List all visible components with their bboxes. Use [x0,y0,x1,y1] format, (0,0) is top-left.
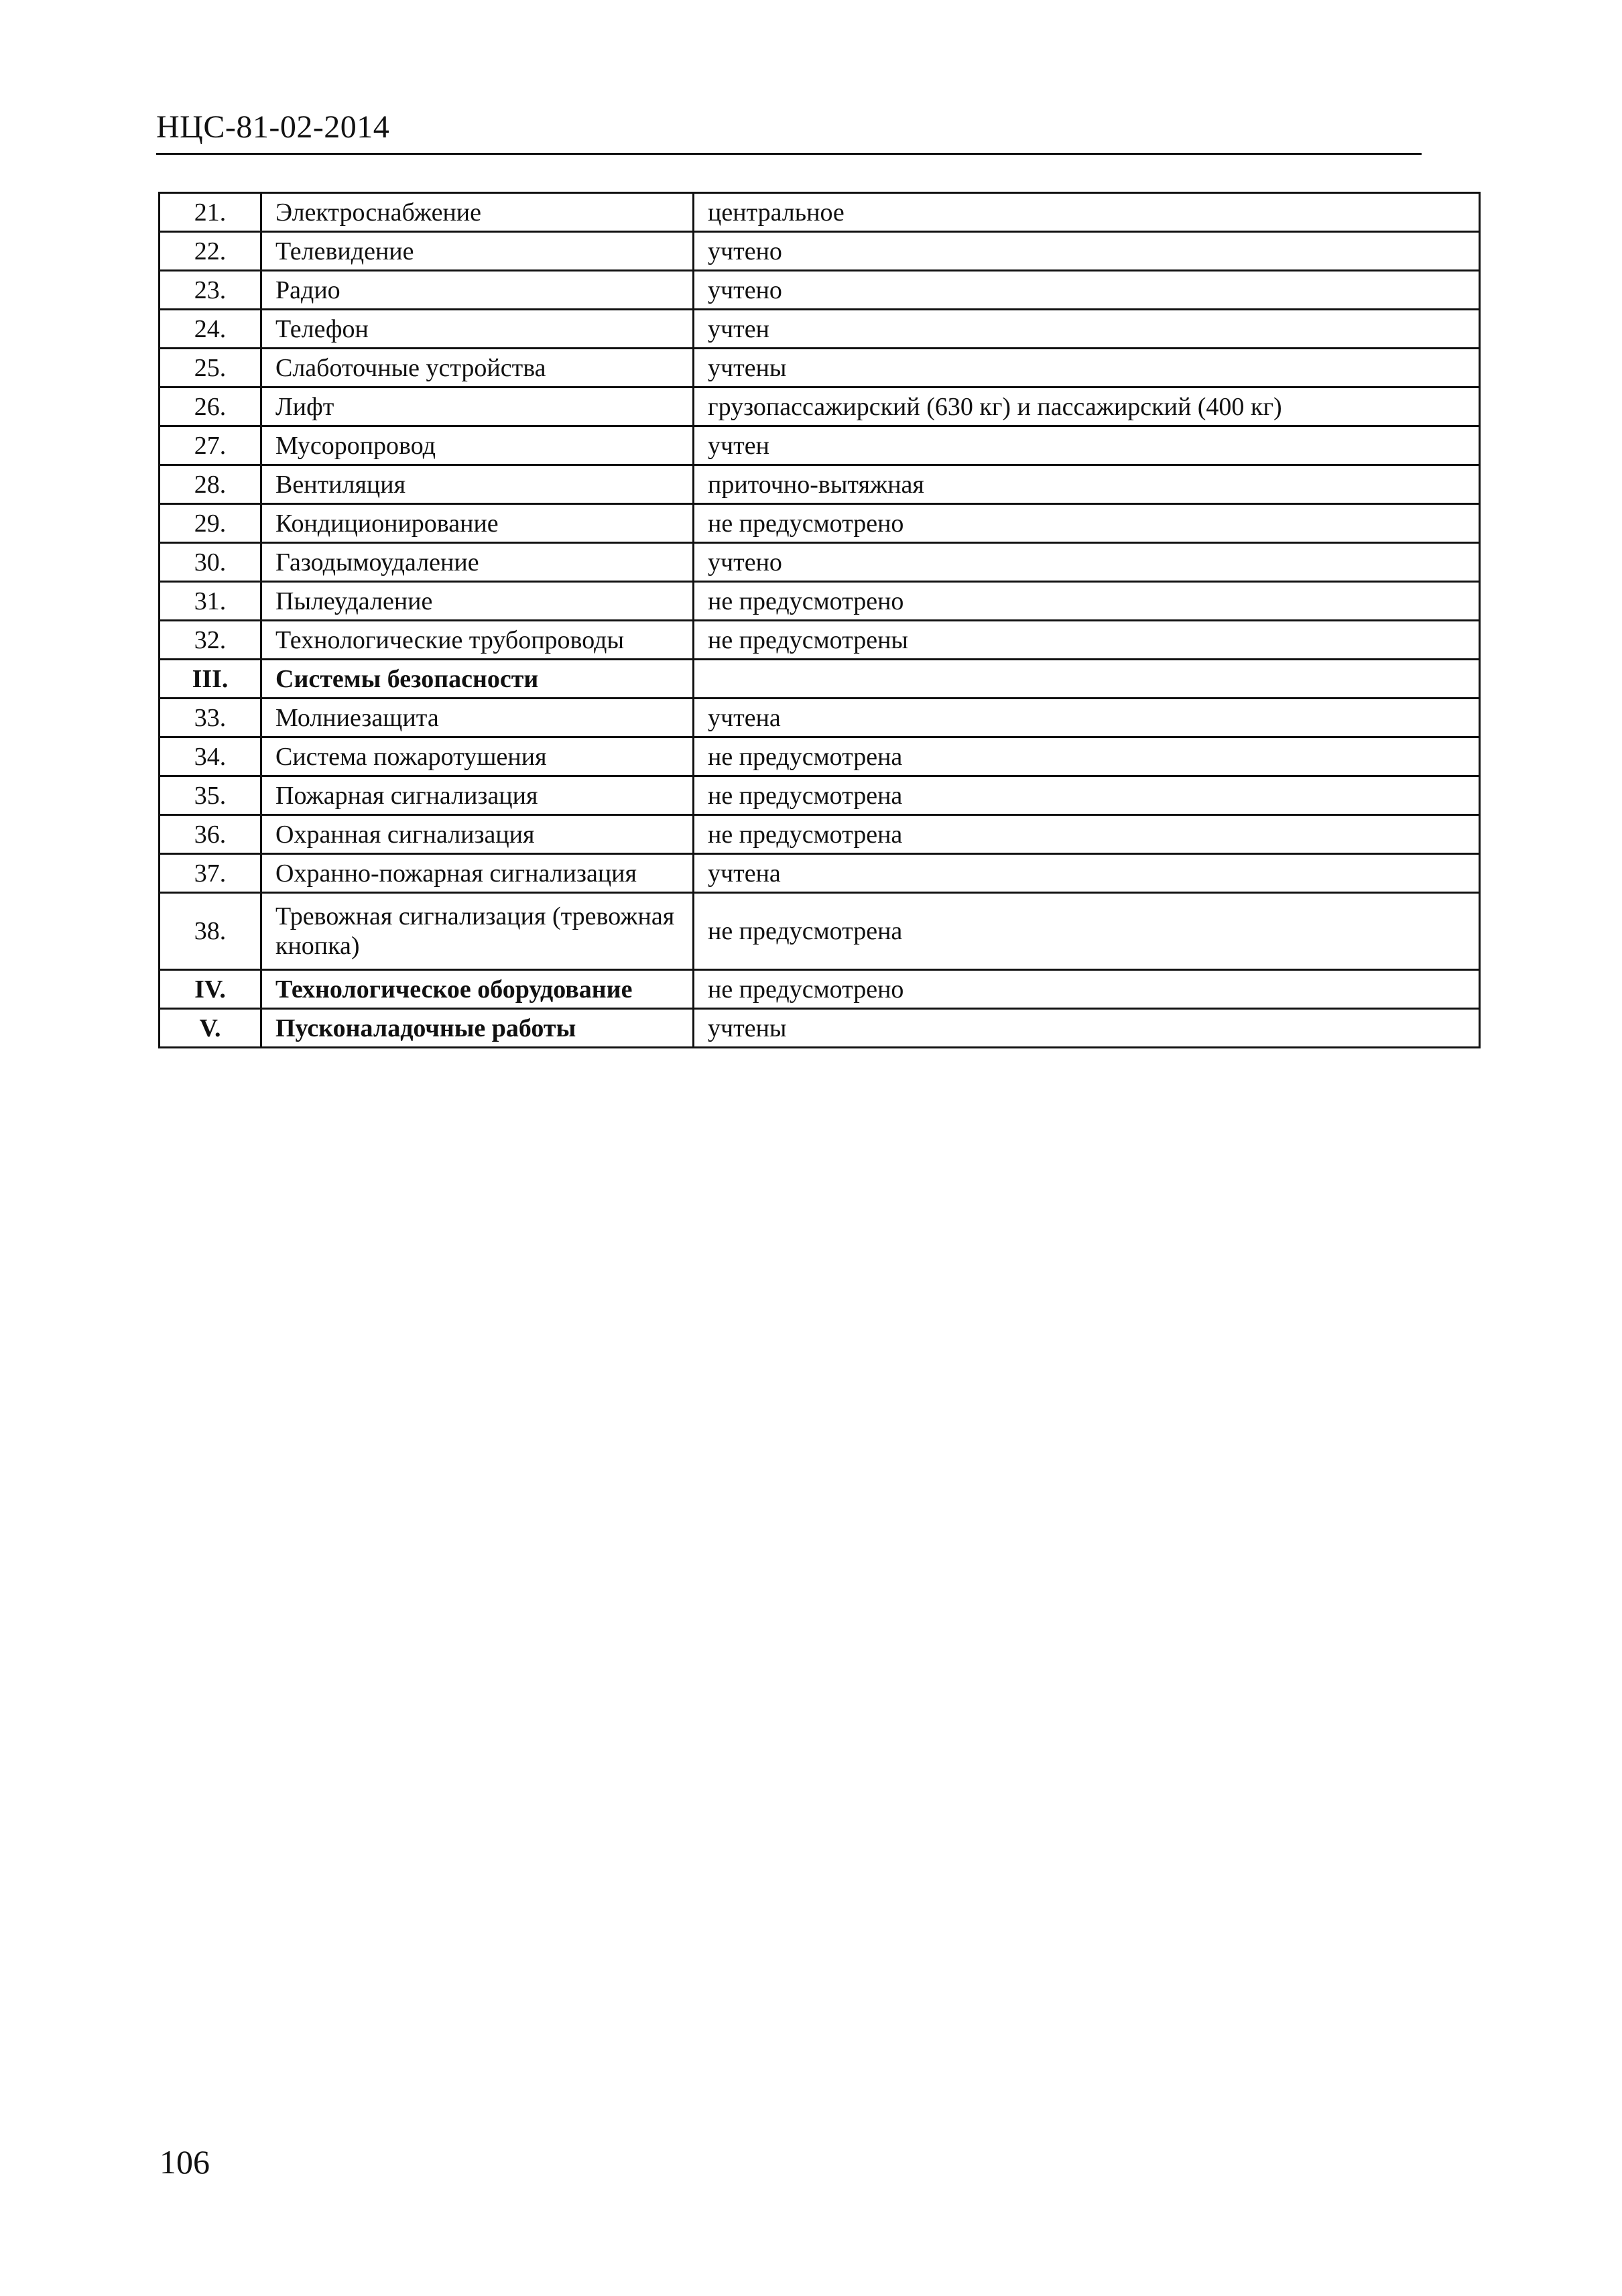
table-row [160,582,1480,621]
row-number-cell: 38. [160,893,261,970]
item-name-cell: Мусоропровод [261,426,694,465]
section-row [160,660,1480,699]
row-number-cell: III. [160,660,261,699]
page-number: 106 [160,2143,210,2181]
row-number-cell: 22. [160,232,261,271]
table-row [160,387,1480,426]
item-value-cell: не предусмотрена [694,737,1480,776]
item-value-cell: центральное [694,193,1480,232]
row-number-cell: 30. [160,543,261,582]
table-row [160,193,1480,232]
item-name-cell: Газодымоудаление [261,543,694,582]
row-number-cell: 21. [160,193,261,232]
item-name-cell: Охранно-пожарная сигнализация [261,854,694,893]
item-value-cell: не предусмотрено [694,504,1480,543]
row-number-cell: 34. [160,737,261,776]
table-row [160,893,1480,970]
item-name-cell: Кондиционирование [261,504,694,543]
table-row [160,815,1480,854]
section-row [160,970,1480,1009]
item-name-cell: Слаботочные устройства [261,349,694,387]
item-name-cell: Телефон [261,310,694,349]
item-name-cell: Пылеудаление [261,582,694,621]
item-value-cell: учтены [694,349,1480,387]
item-name-cell: Охранная сигнализация [261,815,694,854]
table-row [160,699,1480,737]
item-name-cell: Молниезащита [261,699,694,737]
table-row [160,426,1480,465]
table-row [160,854,1480,893]
item-name-cell: Радио [261,271,694,310]
item-name-cell: Технологическое оборудование [261,970,694,1009]
specification-table-body [160,193,1480,1048]
item-value-cell: учтен [694,310,1480,349]
row-number-cell: 24. [160,310,261,349]
row-number-cell: 35. [160,776,261,815]
row-number-cell: 32. [160,621,261,660]
item-value-cell: не предусмотрено [694,582,1480,621]
item-name-cell: Система пожаротушения [261,737,694,776]
item-value-cell: грузопассажирский (630 кг) и пассажирский (400 кг) [694,387,1480,426]
item-name-cell: Тревожная сигнализация (тревожная кнопка) [261,893,694,970]
item-value-cell: не предусмотрены [694,621,1480,660]
item-name-cell: Технологические трубопроводы [261,621,694,660]
item-name-cell: Лифт [261,387,694,426]
item-name-cell: Вентиляция [261,465,694,504]
item-value-cell: не предусмотрена [694,815,1480,854]
table-row [160,776,1480,815]
item-value-cell: учтено [694,232,1480,271]
table-row [160,349,1480,387]
table-row [160,310,1480,349]
item-value-cell [694,660,1480,699]
document-code: НЦС-81-02-2014 [156,109,390,145]
table-row [160,543,1480,582]
item-value-cell: не предусмотрено [694,970,1480,1009]
item-name-cell: Пожарная сигнализация [261,776,694,815]
table-row [160,271,1480,310]
table-row [160,465,1480,504]
row-number-cell: 27. [160,426,261,465]
item-value-cell: учтено [694,271,1480,310]
header-rule [156,153,1422,155]
row-number-cell: V. [160,1009,261,1048]
row-number-cell: 28. [160,465,261,504]
row-number-cell: 29. [160,504,261,543]
item-value-cell: учтен [694,426,1480,465]
section-row [160,1009,1480,1048]
row-number-cell: IV. [160,970,261,1009]
item-value-cell: приточно-вытяжная [694,465,1480,504]
item-value-cell: учтено [694,543,1480,582]
specification-table [158,192,1481,1048]
row-number-cell: 26. [160,387,261,426]
table-row [160,232,1480,271]
item-name-cell: Системы безопасности [261,660,694,699]
table-row [160,621,1480,660]
item-value-cell: учтена [694,699,1480,737]
table-row [160,737,1480,776]
row-number-cell: 25. [160,349,261,387]
table-row [160,504,1480,543]
item-name-cell: Электроснабжение [261,193,694,232]
row-number-cell: 37. [160,854,261,893]
row-number-cell: 36. [160,815,261,854]
item-value-cell: не предусмотрена [694,776,1480,815]
row-number-cell: 33. [160,699,261,737]
row-number-cell: 31. [160,582,261,621]
item-name-cell: Пусконаладочные работы [261,1009,694,1048]
item-value-cell: учтены [694,1009,1480,1048]
item-name-cell: Телевидение [261,232,694,271]
row-number-cell: 23. [160,271,261,310]
item-value-cell: учтена [694,854,1480,893]
item-value-cell: не предусмотрена [694,893,1480,970]
